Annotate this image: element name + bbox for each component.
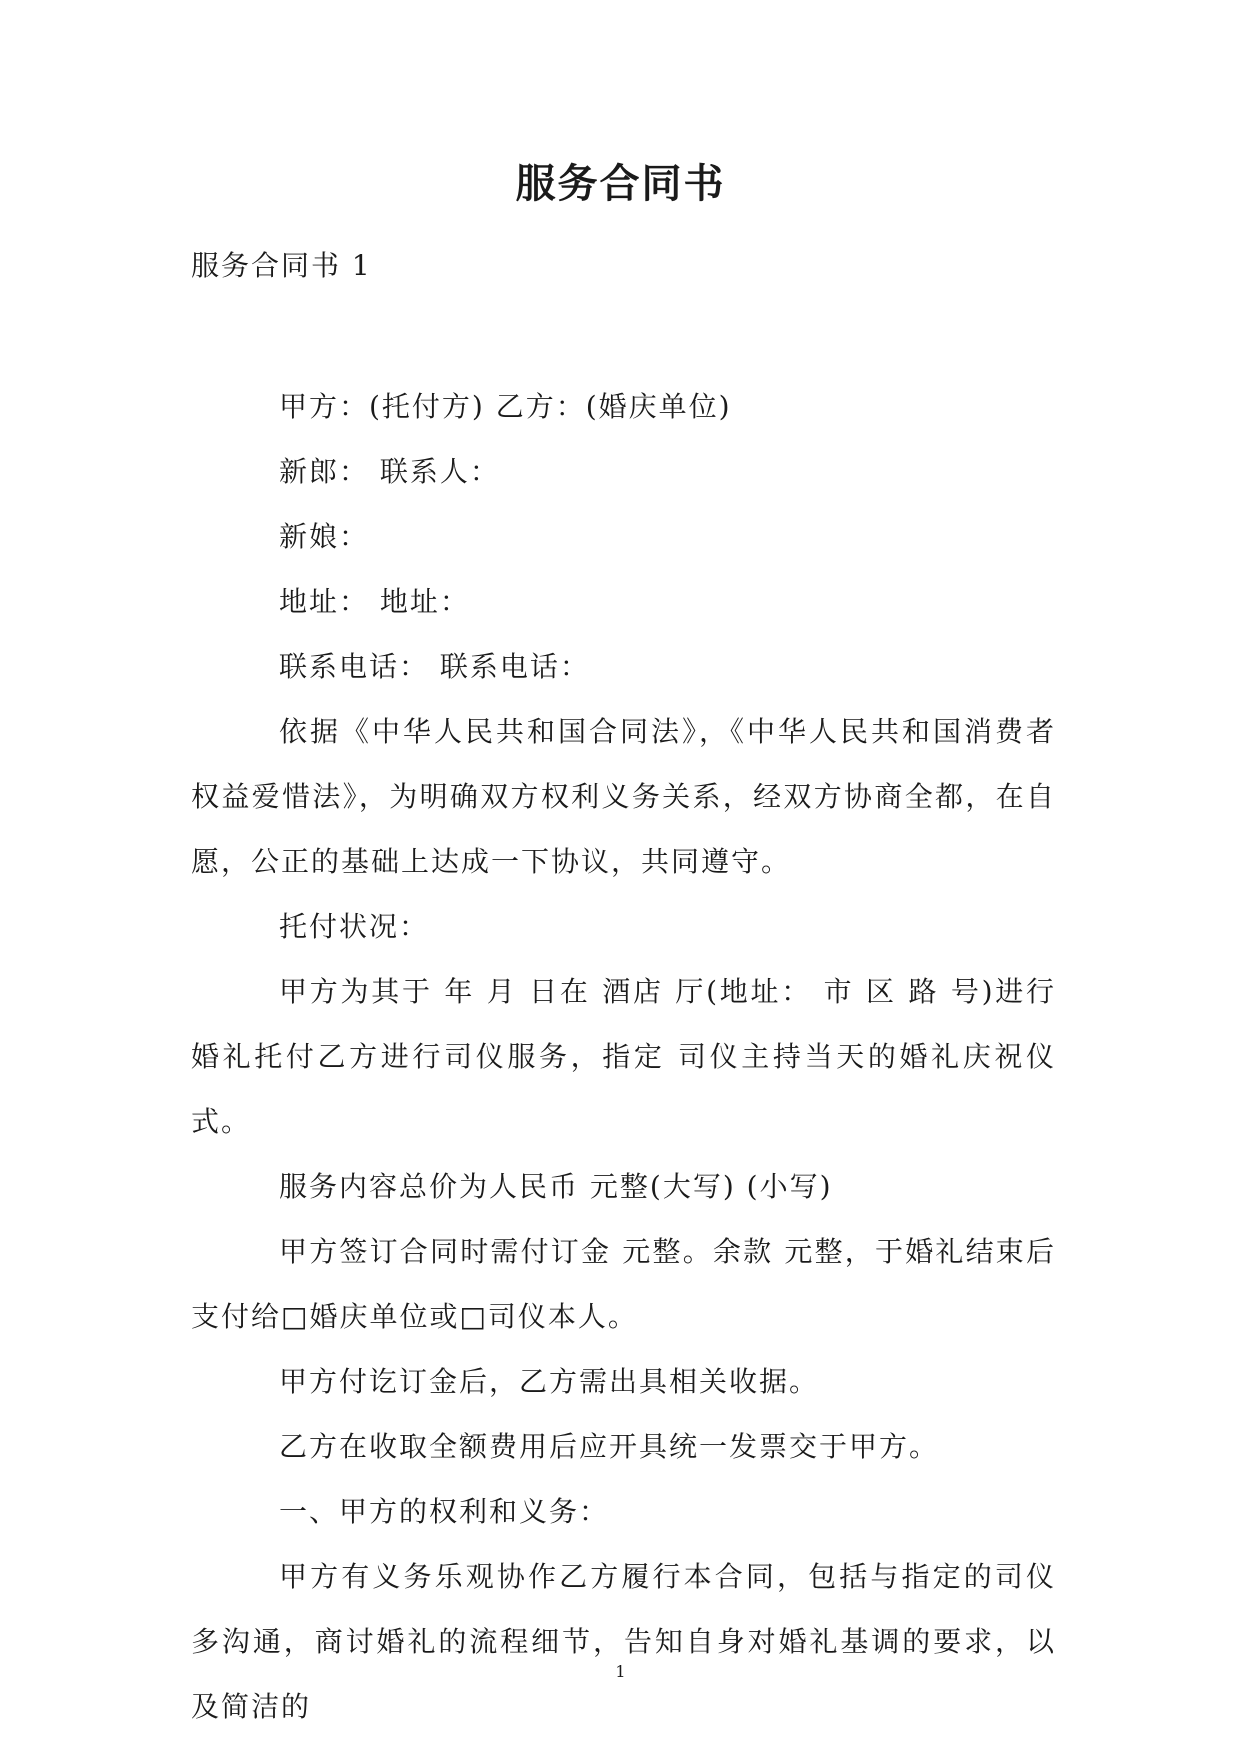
price-paragraph: 服务内容总价为人民币 元整(大写) (小写) xyxy=(279,1170,833,1203)
bride-line: 新娘： xyxy=(279,520,370,553)
phone-line: 联系电话： 联系电话： xyxy=(279,650,590,683)
deposit-paragraph: 甲方签订合同时需付订金 元整。余款 元整，于婚礼结束后支付给□婚庆单位或□司仪本人。 xyxy=(191,1235,1056,1333)
entrustment-paragraph: 甲方为其于 年 月 日在 酒店 厅(地址： 市 区 路 号)进行婚礼托付乙方进行司仪服务，指定 司仪主持当天的婚礼庆祝仪式。 xyxy=(191,975,1056,1138)
parties-line: 甲方：(托付方) 乙方：(婚庆单位) xyxy=(279,390,732,423)
party-a-obligation-paragraph: 甲方有义务乐观协作乙方履行本合同，包括与指定的司仪多沟通，商讨婚礼的流程细节，告知自身对婚礼基调的要求，以及简洁的 xyxy=(191,1560,1056,1723)
entrustment-heading: 托付状况： xyxy=(279,910,430,943)
legal-basis-paragraph: 依据《中华人民共和国合同法》，《中华人民共和国消费者权益爱惜法》，为明确双方权利义务关系，经双方协商全都，在自愿，公正的基础上达成一下协议，共同遵守。 xyxy=(191,715,1056,878)
receipt-paragraph: 甲方付讫订金后，乙方需出具相关收据。 xyxy=(279,1365,820,1398)
page-number: 1 xyxy=(615,1662,626,1681)
invoice-paragraph: 乙方在收取全额费用后应开具统一发票交于甲方。 xyxy=(279,1430,940,1463)
party-a-rights-heading: 一、甲方的权利和义务： xyxy=(279,1495,610,1528)
document-subtitle: 服务合同书 1 xyxy=(191,249,372,282)
page-title: 服务合同书 xyxy=(515,160,726,207)
address-line: 地址： 地址： xyxy=(279,585,470,618)
groom-contact-line: 新郎： 联系人： xyxy=(279,455,500,488)
contract-body xyxy=(191,374,1056,1739)
